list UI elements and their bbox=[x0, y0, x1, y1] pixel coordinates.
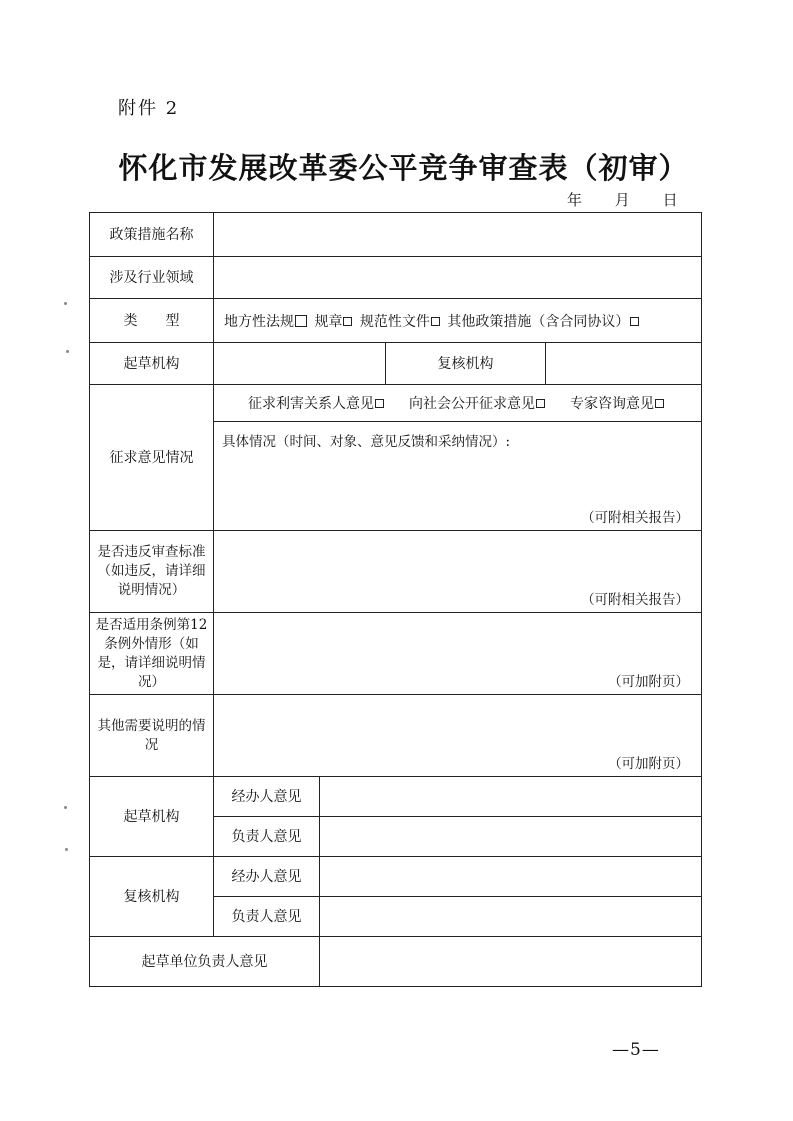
exception-note: （可加附页） bbox=[608, 674, 690, 690]
policy-name-field[interactable] bbox=[214, 213, 702, 257]
row-unit-head bbox=[90, 937, 702, 987]
unit-head-field[interactable] bbox=[320, 937, 702, 987]
violation-field[interactable] bbox=[214, 531, 702, 613]
other-label: 其他需要说明的情况 bbox=[90, 695, 214, 777]
type-label: 类 型 bbox=[90, 299, 214, 343]
type-option-normative-doc[interactable]: 规范性文件 bbox=[360, 314, 443, 330]
checkbox-icon[interactable] bbox=[536, 399, 545, 408]
review-handler-field[interactable] bbox=[320, 857, 702, 897]
violation-note: （可附相关报告） bbox=[581, 592, 690, 608]
type-option-other[interactable]: 其他政策措施（含合同协议） bbox=[447, 314, 642, 330]
row-opinions bbox=[90, 385, 702, 531]
opinion-option-public[interactable]: 向社会公开征求意见 bbox=[409, 393, 548, 413]
checkbox-icon[interactable] bbox=[655, 399, 664, 408]
drafting-org-label: 起草机构 bbox=[90, 343, 214, 385]
page-number: —5— bbox=[612, 1040, 660, 1060]
review-org-label: 复核机构 bbox=[386, 343, 546, 385]
opinion-options bbox=[214, 385, 701, 422]
row-policy-name bbox=[90, 213, 702, 257]
review-form-table bbox=[89, 212, 702, 987]
type-option-regulation[interactable]: 规章 bbox=[314, 314, 355, 330]
scan-speck bbox=[64, 806, 67, 809]
violation-label: 是否违反审查标准（如违反，请详细说明情况） bbox=[90, 531, 214, 613]
drafting-section-label: 起草机构 bbox=[90, 777, 214, 857]
review-org-field[interactable] bbox=[546, 343, 702, 385]
date-year: 年 bbox=[567, 191, 583, 209]
row-type bbox=[90, 299, 702, 343]
review-responsible-label: 负责人意见 bbox=[214, 897, 320, 937]
industry-field[interactable] bbox=[214, 257, 702, 299]
scan-speck bbox=[65, 848, 68, 851]
opinion-label: 征求意见情况 bbox=[90, 385, 214, 531]
form-title: 怀化市发展改革委公平竞争审查表（初审） bbox=[118, 151, 689, 185]
scan-speck bbox=[64, 302, 67, 305]
row-violation bbox=[90, 531, 702, 613]
date-day: 日 bbox=[662, 191, 678, 209]
scan-speck bbox=[66, 350, 69, 353]
opinion-attach-note: （可附相关报告） bbox=[581, 510, 690, 526]
row-exception bbox=[90, 613, 702, 695]
other-note: （可加附页） bbox=[608, 756, 690, 772]
type-option-local-law[interactable]: 地方性法规 bbox=[224, 314, 310, 330]
row-orgs bbox=[90, 343, 702, 385]
drafting-handler-label: 经办人意见 bbox=[214, 777, 320, 817]
opinion-cell bbox=[214, 385, 702, 531]
date-line bbox=[567, 189, 678, 210]
row-drafting-handler bbox=[90, 777, 702, 817]
policy-name-label: 政策措施名称 bbox=[90, 213, 214, 257]
opinion-option-expert[interactable]: 专家咨询意见 bbox=[570, 393, 667, 413]
date-month: 月 bbox=[614, 191, 630, 209]
review-handler-label: 经办人意见 bbox=[214, 857, 320, 897]
type-options bbox=[214, 299, 702, 343]
exception-field[interactable] bbox=[214, 613, 702, 695]
other-field[interactable] bbox=[214, 695, 702, 777]
review-responsible-field[interactable] bbox=[320, 897, 702, 937]
attachment-label: 附件 2 bbox=[118, 98, 180, 119]
checkbox-icon[interactable] bbox=[295, 315, 307, 327]
checkbox-icon[interactable] bbox=[630, 317, 639, 326]
row-review-handler bbox=[90, 857, 702, 897]
opinion-option-stakeholder[interactable]: 征求利害关系人意见 bbox=[248, 393, 387, 413]
unit-head-label: 起草单位负责人意见 bbox=[90, 937, 320, 987]
drafting-org-field[interactable] bbox=[214, 343, 386, 385]
drafting-responsible-field[interactable] bbox=[320, 817, 702, 857]
row-industry bbox=[90, 257, 702, 299]
drafting-responsible-label: 负责人意见 bbox=[214, 817, 320, 857]
industry-label: 涉及行业领域 bbox=[90, 257, 214, 299]
checkbox-icon[interactable] bbox=[375, 399, 384, 408]
review-section-label: 复核机构 bbox=[90, 857, 214, 937]
exception-label: 是否适用条例第12条例外情形（如是，请详细说明情况） bbox=[90, 613, 214, 695]
row-other bbox=[90, 695, 702, 777]
checkbox-icon[interactable] bbox=[431, 317, 440, 326]
drafting-handler-field[interactable] bbox=[320, 777, 702, 817]
opinion-detail-label: 具体情况（时间、对象、意见反馈和采纳情况）: bbox=[222, 434, 511, 450]
checkbox-icon[interactable] bbox=[343, 317, 352, 326]
